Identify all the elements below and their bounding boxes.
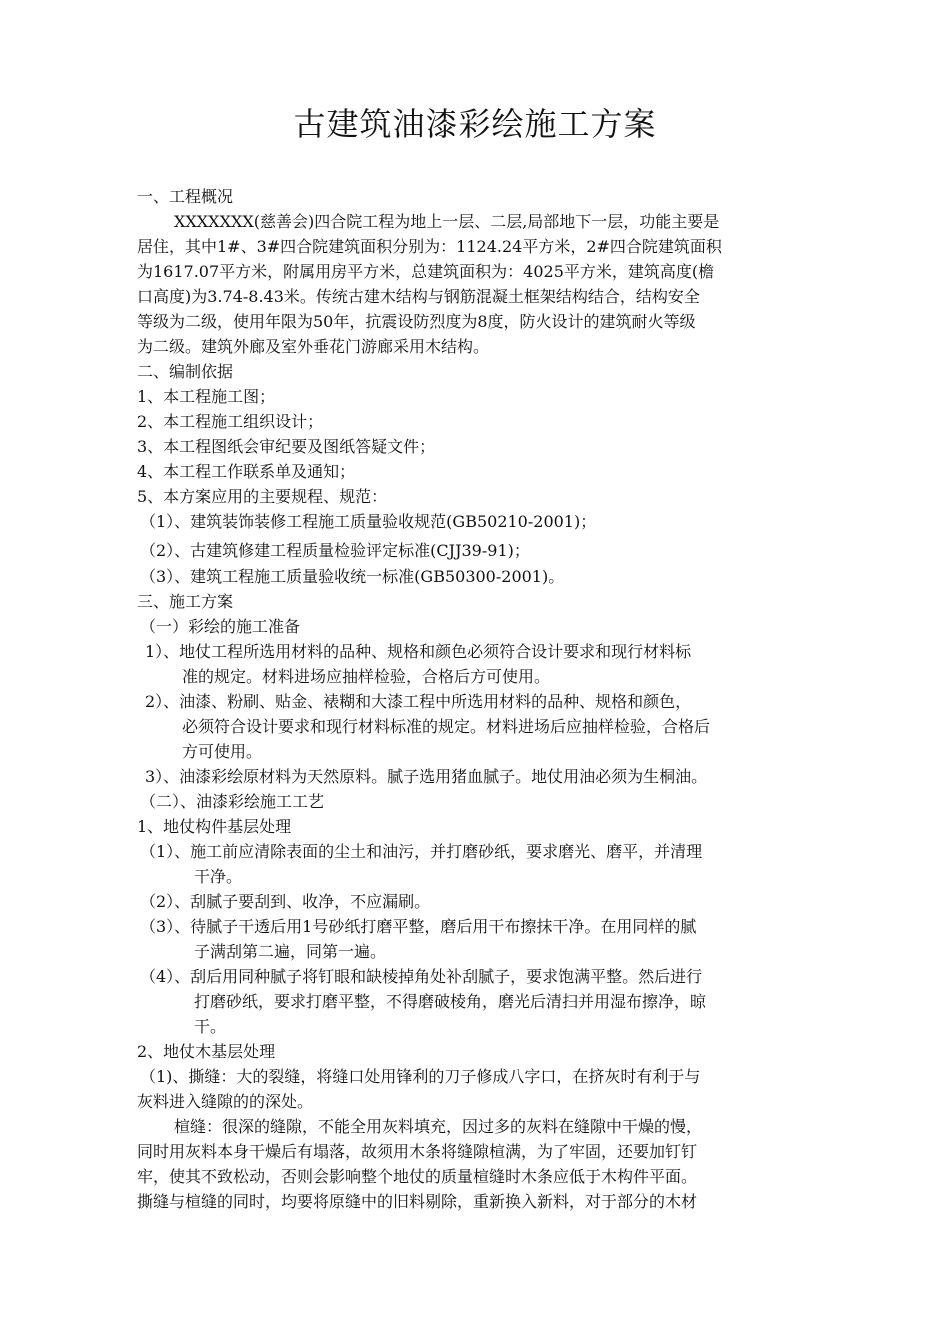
list-item: （1)、撕缝：大的裂缝，将缝口处用锋利的刀子修成八字口，在挤灰时有利于与 [140, 1067, 701, 1086]
list-item: （3）、待腻子干透后用1号砂纸打磨平整，磨后用干布擦抹干净。在用同样的腻 [140, 917, 697, 936]
paragraph-line: 同时用灰料本身干燥后有塌落，故须用木条将缝隙楦满，为了牢固，还要加钉钉 [137, 1142, 698, 1161]
list-item: 2、本工程施工组织设计； [137, 412, 324, 431]
paragraph-line: XXXXXXX(慈善会)四合院工程为地上一层、二层,局部地下一层，功能主要是 [174, 212, 720, 231]
list-item-continuation: 打磨砂纸，要求打磨平整，不得磨破棱角，磨光后清扫并用湿布擦净，晾 [194, 992, 707, 1011]
subheading: 1、地仗构件基层处理 [137, 817, 292, 836]
list-item-continuation: 干净。 [194, 867, 243, 886]
paragraph-line: 撕缝与楦缝的同时，均要将原缝中的旧料剔除，重新换入新料，对于部分的木材 [137, 1192, 698, 1211]
paragraph-line: 为1617.07平方米，附属用房平方米，总建筑面积为：4025平方米，建筑高度(檐 [137, 262, 715, 281]
list-item: 3、本工程图纸会审纪要及图纸答疑文件； [137, 437, 436, 456]
list-item-continuation: 准的规定。材料进场应抽样检验，合格后方可使用。 [182, 667, 551, 686]
paragraph-line: 口高度)为3.74-8.43米。传统古建木结构与钢筋混凝土框架结构结合，结构安全 [137, 287, 700, 306]
paragraph-line: 楦缝：很深的缝隙，不能全用灰料填充，因过多的灰料在缝隙中干燥的慢， [174, 1117, 703, 1136]
heading-compilation-basis: 二、编制依据 [137, 362, 234, 381]
paragraph-line: 为二级。建筑外廊及室外垂花门游廊采用木结构。 [137, 337, 490, 356]
paragraph-line: 居住，其中1#、3#四合院建筑面积分别为：1124.24平方米，2#四合院建筑面积 [137, 237, 722, 256]
paragraph-line: 牢，使其不致松动，否则会影响整个地仗的质量楦缝时木条应低于木构件平面。 [137, 1167, 698, 1186]
heading-project-overview: 一、工程概况 [137, 187, 234, 206]
list-item: （2）、刮腻子要刮到、收净，不应漏刷。 [140, 892, 431, 911]
subheading: （二）、油漆彩绘施工工艺 [140, 792, 325, 811]
paragraph-line: 灰料进入缝隙的的深处。 [137, 1092, 314, 1111]
list-item: 4、本工程工作联系单及通知； [137, 462, 356, 481]
list-item: 1）、地仗工程所选用材料的品种、规格和颜色必须符合设计要求和现行材料标 [145, 642, 692, 661]
list-item-continuation: 方可使用。 [182, 742, 263, 761]
list-item: （1）、建筑装饰装修工程施工质量验收规范(GB50210-2001)； [140, 512, 597, 531]
list-item: （1）、施工前应清除表面的尘土和油污，并打磨砂纸，要求磨光、磨平，并清理 [140, 842, 703, 861]
subheading: 2、地仗木基层处理 [137, 1042, 276, 1061]
paragraph-line: 等级为二级，使用年限为50年，抗震设防烈度为8度，防火设计的建筑耐火等级 [137, 312, 696, 331]
list-item: 2）、油漆、粉刷、贴金、裱糊和大漆工程中所选用材料的品种、规格和颜色， [145, 692, 692, 711]
list-item: （2）、古建筑修建工程质量检验评定标准(CJJ39-91)； [140, 541, 530, 560]
list-item: 5、本方案应用的主要规程、规范： [137, 487, 388, 506]
list-item-continuation: 必须符合设计要求和现行材料标准的规定。材料进场后应抽样检验，合格后 [182, 717, 711, 736]
list-item-continuation: 子满刮第二遍，同第一遍。 [194, 942, 387, 961]
list-item: （3）、建筑工程施工质量验收统一标准(GB50300-2001)。 [140, 567, 565, 586]
list-item: 1、本工程施工图； [137, 387, 276, 406]
document-title: 古建筑油漆彩绘施工方案 [293, 105, 657, 143]
list-item: （4）、刮后用同种腻子将钉眼和缺棱掉角处补刮腻子，要求饱满平整。然后进行 [140, 967, 703, 986]
heading-construction-plan: 三、施工方案 [137, 592, 234, 611]
subheading: （一）彩绘的施工准备 [140, 617, 301, 636]
list-item: 3）、油漆彩绘原材料为天然原料。腻子选用猪血腻子。地仗用油必须为生桐油。 [145, 767, 708, 786]
list-item-continuation: 干。 [194, 1017, 227, 1036]
